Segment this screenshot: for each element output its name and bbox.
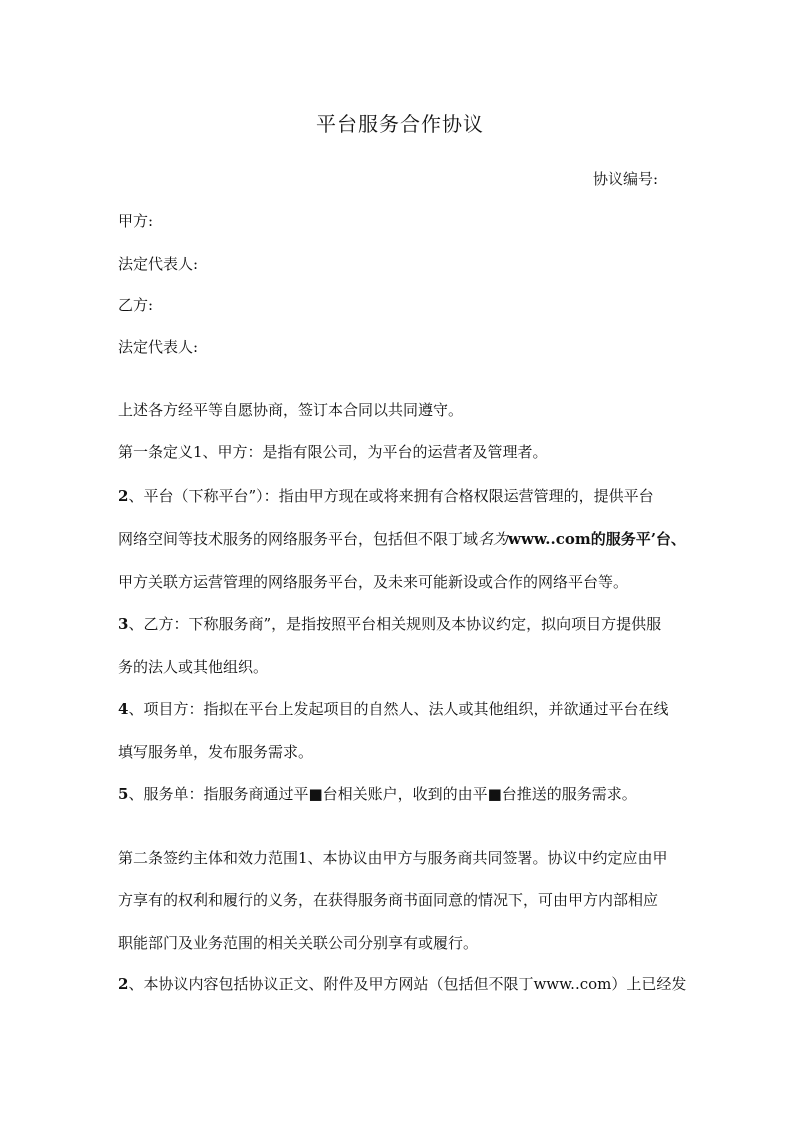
clause3-line2: 务的法人或其他组织。: [118, 658, 269, 676]
party-b-label: 乙方:: [118, 296, 154, 314]
article2-clause2-number: 2: [118, 975, 129, 993]
article2-clause2-line1-text: 、本协议内容包括协议正文、附件及甲方网站（包括但不限丁www..com）上已经发: [128, 975, 687, 993]
clause5-line1: [118, 783, 637, 804]
clause2-line2-italic: 名为: [478, 530, 509, 548]
article1-definition-line: 第一条定义1、甲方：是指有限公司，为平台的运营者及管理者。: [118, 443, 548, 461]
clause2-line2-text-a: 网络空间等技术服务的网络服务平台，包括但不限丁域: [118, 530, 479, 548]
clause2-line2-text-b: www..com的服务平’台、: [508, 530, 686, 548]
clause2-line1: [118, 485, 654, 506]
article2-line1: 第二条签约主体和效力范围1、本协议由甲方与服务商共同签署。协议中约定应由甲: [118, 849, 668, 867]
clause2-number: 2: [118, 487, 129, 505]
clause3-number: 3: [118, 615, 129, 633]
document-title: 平台服务合作协议: [316, 112, 484, 136]
party-a-label: 甲方:: [118, 212, 154, 230]
article2-clause2-line1: [118, 973, 686, 994]
article2-line3: 职能部门及业务范围的相关关联公司分别享有或履行。: [118, 934, 479, 952]
party-a-legal-rep-label: 法定代表人:: [118, 255, 199, 273]
clause4-line1: [118, 698, 668, 719]
clause4-line2: 填写服务单，发布服务需求。: [118, 743, 314, 761]
party-b-legal-rep-label: 法定代表人:: [118, 338, 199, 356]
clause5-line1-text: 、服务单：指服务商通过平■台相关账户，收到的由平■台推送的服务需求。: [128, 785, 637, 803]
article2-line2: 方享有的权利和履行的义务，在获得服务商书面同意的情况下，可由甲方内部相应: [118, 891, 659, 909]
clause5-number: 5: [118, 785, 129, 803]
clause2-line3: 甲方关联方运营管理的网络服务平台，及未来可能新设或合作的网络平台等。: [118, 573, 629, 591]
agreement-number-label: 协议编号:: [592, 170, 658, 188]
clause4-number: 4: [118, 700, 129, 718]
clause3-line1: [118, 613, 661, 634]
clause4-line1-text: 、项目方：指拟在平台上发起项目的自然人、法人或其他组织，并欲通过平台在线: [128, 700, 669, 718]
clause2-line2: [118, 528, 686, 549]
clause3-line1-text: 、乙方：下称服务商”，是指按照平台相关规则及本协议约定，拟向项目方提供服: [128, 615, 662, 633]
clause2-line1-text: 、平台（下称平台”）：指由甲方现在或将来拥有合格权限运营管理的，提供平台: [128, 487, 654, 505]
intro-text: 上述各方经平等自愿协商，签订本合同以共同遵守。: [118, 401, 464, 419]
